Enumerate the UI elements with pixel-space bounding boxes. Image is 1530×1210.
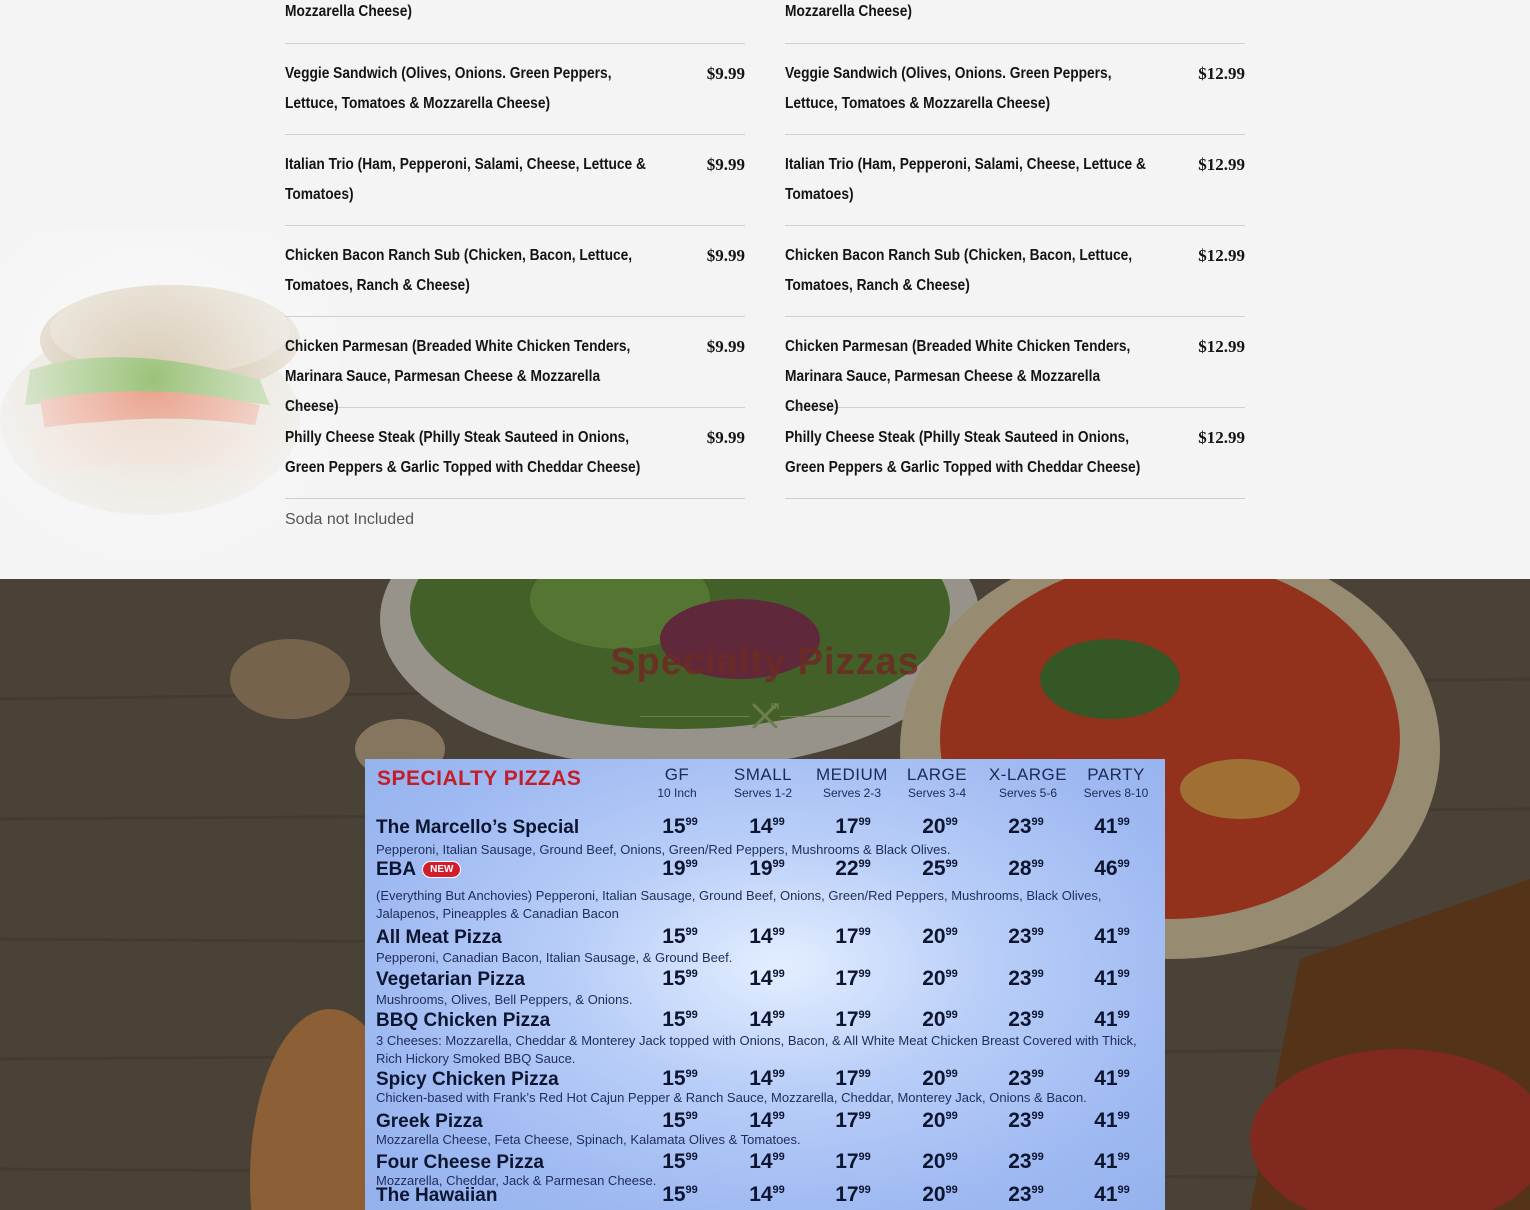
size-sub: Serves 2-3	[822, 786, 882, 800]
menu-item-price: $9.99	[706, 155, 745, 174]
size-label: PARTY	[1087, 765, 1145, 784]
menu-item-price: $9.99	[706, 428, 745, 447]
pizza-price: $20^{99}$	[922, 1150, 958, 1173]
size-label: GF	[664, 765, 690, 784]
size-header	[1056, 765, 1165, 800]
pizza-price: $15^{99}$	[662, 1008, 698, 1031]
pizza-name: The Marcello’s Special	[376, 817, 580, 838]
pizza-price: $23^{99}$	[1008, 967, 1044, 990]
menu-item-price: $9.99	[706, 337, 745, 356]
pizza-price: $41^{99}$	[1094, 1109, 1130, 1132]
pizza-price: $41^{99}$	[1094, 815, 1130, 838]
menu-item-name: Chicken Parmesan (Breaded White Chicken Tenders, Marinara Sauce, Parmesan Cheese & Mozzarella Cheese)	[785, 338, 1131, 415]
pizza-price: $15^{99}$	[662, 1150, 698, 1173]
pizza-price: $17^{99}$	[835, 1008, 871, 1031]
pizza-price: $23^{99}$	[1008, 1008, 1044, 1031]
pizza-price: $14^{99}$	[749, 1109, 785, 1132]
menu-item	[285, 317, 745, 415]
pizza-price: $41^{99}$	[1094, 925, 1130, 948]
pizza-price: $46^{99}$	[1094, 857, 1130, 880]
menu-item-price: $12.99	[1198, 428, 1245, 447]
pizza-name: BBQ Chicken Pizza	[376, 1010, 551, 1031]
menu-item	[285, 44, 745, 135]
pizza-price: $17^{99}$	[835, 1109, 871, 1132]
pizza-price: $22^{99}$	[835, 857, 871, 880]
pizza-name: The Hawaiian	[376, 1185, 498, 1206]
menu-item	[285, 0, 745, 44]
menu-item-name: Italian Trio (Ham, Pepperoni, Salami, Cheese, Lettuce & Tomatoes)	[285, 156, 646, 203]
pizza-price: $23^{99}$	[1008, 815, 1044, 838]
pizza-price: $20^{99}$	[922, 1067, 958, 1090]
pizza-price: $19^{99}$	[749, 857, 785, 880]
pizza-description: Mushrooms, Olives, Bell Peppers, & Onions.	[376, 992, 633, 1007]
menu-item	[785, 317, 1245, 415]
pizza-name: Spicy Chicken Pizza	[376, 1069, 559, 1090]
menu-item-name: Philly Cheese Steak (Philly Steak Sauteed in Onions, Green Peppers & Garlic Topped with Cheddar Cheese)	[285, 429, 641, 476]
pizza-price: $20^{99}$	[922, 815, 958, 838]
fork-knife-icon	[750, 701, 780, 731]
pizza-price: $15^{99}$	[662, 1183, 698, 1206]
size-sub: Serves 3-4	[907, 786, 967, 800]
menu-column-left	[285, 0, 745, 499]
pizza-price: $15^{99}$	[662, 925, 698, 948]
pizza-price: $14^{99}$	[749, 1183, 785, 1206]
specialty-pizzas-menu-board	[365, 759, 1165, 1210]
pizza-price: $17^{99}$	[835, 815, 871, 838]
pizza-price: $20^{99}$	[922, 925, 958, 948]
menu-item	[785, 0, 1245, 44]
menu-item	[285, 408, 745, 499]
menu-item	[785, 135, 1245, 226]
pizza-price: $14^{99}$	[749, 1067, 785, 1090]
menu-item-name: Chicken Bacon Ranch Sub (Chicken, Bacon, Lettuce, Tomatoes, Ranch & Cheese)	[785, 247, 1133, 294]
pizza-description: Pepperoni, Canadian Bacon, Italian Sausage, & Ground Beef.	[376, 950, 733, 965]
pizza-name: EBA NEW	[376, 859, 461, 881]
menu-item	[785, 44, 1245, 135]
menu-item-name: Chicken Bacon Ranch Sub (Chicken, Bacon, Lettuce, Tomatoes, Ranch & Cheese)	[285, 247, 633, 294]
pizza-price: $17^{99}$	[835, 925, 871, 948]
pizza-price: $17^{99}$	[835, 967, 871, 990]
pizza-price: $23^{99}$	[1008, 1067, 1044, 1090]
menu-item	[785, 408, 1245, 499]
menu-item-name: Chicken Parmesan (Breaded White Chicken Tenders, Marinara Sauce, Parmesan Cheese & Mozzarella Cheese)	[285, 338, 631, 415]
pizza-price: $41^{99}$	[1094, 1150, 1130, 1173]
menu-item	[285, 226, 745, 317]
board-title: SPECIALTY PIZZAS	[377, 767, 582, 790]
pizza-name: All Meat Pizza	[376, 927, 502, 948]
pizza-description: Mozzarella, Cheddar, Jack & Parmesan Cheese.	[376, 1173, 657, 1188]
menu-item-name: Veggie Sandwich (Olives, Onions. Green Peppers, Lettuce, Tomatoes & Mozzarella Cheese)	[285, 65, 612, 112]
pizza-price: $23^{99}$	[1008, 1150, 1044, 1173]
menu-item-price: $12.99	[1198, 246, 1245, 265]
menu-item-name: Mozzarella Cheese)	[785, 3, 912, 20]
pizza-name: Four Cheese Pizza	[376, 1152, 544, 1173]
pizza-price: $15^{99}$	[662, 967, 698, 990]
new-badge: NEW	[422, 861, 461, 878]
size-sub: 10 Inch	[657, 786, 697, 800]
size-sub: Serves 5-6	[998, 786, 1058, 800]
pizza-price: $41^{99}$	[1094, 1067, 1130, 1090]
size-sub: Serves 8-10	[1083, 786, 1149, 800]
pizza-price: $23^{99}$	[1008, 925, 1044, 948]
size-label: SMALL	[733, 765, 793, 784]
pizza-price: $20^{99}$	[922, 1183, 958, 1206]
menu-item	[785, 226, 1245, 317]
pizza-price: $41^{99}$	[1094, 1008, 1130, 1031]
menu-item-price: $12.99	[1198, 337, 1245, 356]
pizza-description: Pepperoni, Italian Sausage, Ground Beef, Onions, Green/Red Peppers, Mushrooms & Black Olives.	[376, 842, 951, 857]
divider	[780, 716, 890, 717]
size-label: X-LARGE	[988, 765, 1068, 784]
sandwich-menu-section	[0, 0, 1530, 579]
pizza-description: Mozzarella Cheese, Feta Cheese, Spinach, Kalamata Olives & Tomatoes.	[376, 1132, 801, 1147]
menu-item-price: $12.99	[1198, 64, 1245, 83]
menu-column-right	[785, 0, 1245, 499]
pizza-price: $28^{99}$	[1008, 857, 1044, 880]
menu-item-price: $9.99	[706, 64, 745, 83]
menu-item-name: Veggie Sandwich (Olives, Onions. Green Peppers, Lettuce, Tomatoes & Mozzarella Cheese)	[785, 65, 1112, 112]
pizza-price: $14^{99}$	[749, 815, 785, 838]
pizza-price: $15^{99}$	[662, 1109, 698, 1132]
menu-item-name: Philly Cheese Steak (Philly Steak Sauteed in Onions, Green Peppers & Garlic Topped with Cheddar Cheese)	[785, 429, 1141, 476]
size-label: LARGE	[906, 765, 968, 784]
pizza-price: $41^{99}$	[1094, 1183, 1130, 1206]
pizza-price: $14^{99}$	[749, 967, 785, 990]
menu-item	[285, 135, 745, 226]
pizza-price: $17^{99}$	[835, 1150, 871, 1173]
pizza-price: $41^{99}$	[1094, 967, 1130, 990]
menu-item-price: $9.99	[706, 246, 745, 265]
pizza-price: $23^{99}$	[1008, 1183, 1044, 1206]
pizza-description: 3 Cheeses: Mozzarella, Cheddar & Monterey Jack topped with Onions, Bacon, & All White Meat Chicken Breast Covered with Thick, Rich Hickory Smoked BBQ Sauce.	[376, 1033, 1137, 1066]
menu-item-name: Mozzarella Cheese)	[285, 3, 412, 20]
pizza-price: $20^{99}$	[922, 1109, 958, 1132]
pizza-price: $15^{99}$	[662, 1067, 698, 1090]
menu-item-name: Italian Trio (Ham, Pepperoni, Salami, Cheese, Lettuce & Tomatoes)	[785, 156, 1146, 203]
pizza-price: $15^{99}$	[662, 815, 698, 838]
pizza-name: Greek Pizza	[376, 1111, 483, 1132]
pizza-price: $14^{99}$	[749, 925, 785, 948]
pizza-description: Chicken-based with Frank’s Red Hot Cajun Pepper & Ranch Sauce, Mozzarella, Cheddar, Monterey Jack, Onions & Bacon.	[376, 1090, 1087, 1105]
menu-item-price: $12.99	[1198, 155, 1245, 174]
pizza-name: Vegetarian Pizza	[376, 969, 525, 990]
pizza-price: $14^{99}$	[749, 1150, 785, 1173]
pizza-description: (Everything But Anchovies) Pepperoni, Italian Sausage, Ground Beef, Onions, Green/Red Peppers, Mushrooms, Black Olives, Jalapenos, Pineapples & Canadian Bacon	[376, 888, 1102, 921]
size-label: MEDIUM	[816, 765, 888, 784]
divider	[640, 716, 750, 717]
pizza-price: $20^{99}$	[922, 967, 958, 990]
pizza-price: $20^{99}$	[922, 1008, 958, 1031]
pizza-price: $25^{99}$	[922, 857, 958, 880]
pizza-price: $19^{99}$	[662, 857, 698, 880]
menu-note: Soda not Included	[285, 511, 414, 528]
pizza-price: $17^{99}$	[835, 1183, 871, 1206]
specialty-pizzas-section	[0, 579, 1530, 1210]
section-title: Specialty Pizzas	[610, 641, 920, 683]
size-sub: Serves 1-2	[733, 786, 793, 800]
pizza-price: $17^{99}$	[835, 1067, 871, 1090]
pizza-price: $14^{99}$	[749, 1008, 785, 1031]
pizza-price: $23^{99}$	[1008, 1109, 1044, 1132]
